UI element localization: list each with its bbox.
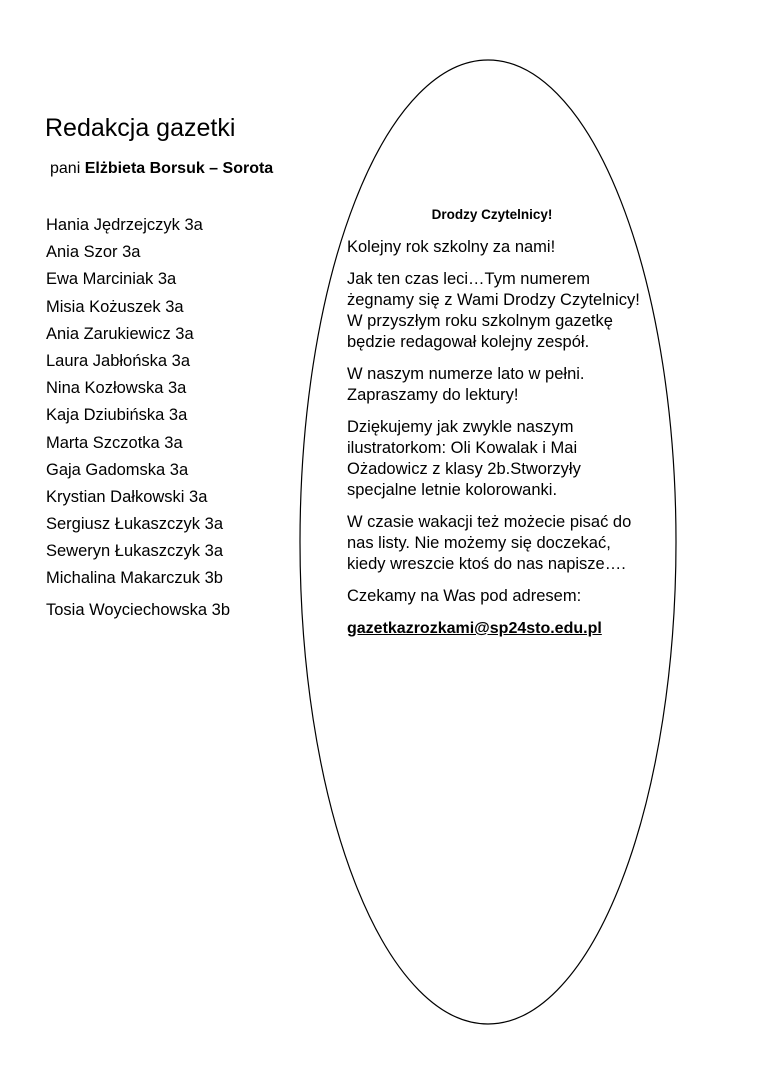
member-item: Kaja Dziubińska 3a <box>46 406 188 425</box>
letter-paragraph: Jak ten czas leci…Tym numerem żegnamy się z Wami Drodzy Czytelnicy! W przyszłym roku szkolnym gazetkę będzie redagował kolejny zespół. <box>347 270 640 351</box>
editor-line <box>50 158 273 180</box>
members-list <box>46 212 230 624</box>
member-item: Hania Jędrzejczyk 3a <box>46 216 203 234</box>
member-item: Sergiusz Łukaszczyk 3a <box>46 515 223 534</box>
member-item: Gaja Gadomska 3a <box>46 460 189 479</box>
letter-paragraph: Czekamy na Was pod adresem: <box>347 587 582 605</box>
letter-greeting: Drodzy Czytelnicy! <box>431 207 553 222</box>
letter-body <box>347 206 647 650</box>
member-item: Ewa Marciniak 3a <box>46 270 177 289</box>
member-item: Seweryn Łukaszczyk 3a <box>46 542 223 561</box>
page-title: Redakcja gazetki <box>45 114 236 142</box>
member-item: Ania Zarukiewicz 3a <box>46 324 194 343</box>
member-item: Ania Szor 3a <box>46 243 141 262</box>
member-item: Marta Szczotka 3a <box>46 433 183 452</box>
contact-email-link[interactable]: gazetkazrozkami@sp24sto.edu.pl <box>347 620 602 637</box>
letter-paragraph: Kolejny rok szkolny za nami! <box>347 238 556 256</box>
editor-prefix: pani <box>50 160 85 177</box>
member-item: Misia Kożuszek 3a <box>46 297 184 316</box>
letter-paragraph: W naszym numerze lato w pełni. Zapraszamy do lektury! <box>347 365 585 404</box>
editor-name: Elżbieta Borsuk – Sorota <box>84 160 274 177</box>
member-item: Michalina Makarczuk 3b <box>46 569 223 588</box>
letter-paragraph: W czasie wakacji też możecie pisać do nas listy. Nie możemy się doczekać, kiedy wreszcie ktoś do nas napisze…. <box>347 513 632 573</box>
member-item: Laura Jabłońska 3a <box>46 351 191 370</box>
member-item: Krystian Dałkowski 3a <box>46 487 208 506</box>
member-item: Nina Kozłowska 3a <box>46 379 187 398</box>
letter-paragraph: Dziękujemy jak zwykle naszym ilustratorkom: Oli Kowalak i Mai Ożadowicz z klasy 2b.Stworzyły specjalne letnie kolorowanki. <box>347 418 581 499</box>
member-item: Tosia Woyciechowska 3b <box>46 600 231 619</box>
